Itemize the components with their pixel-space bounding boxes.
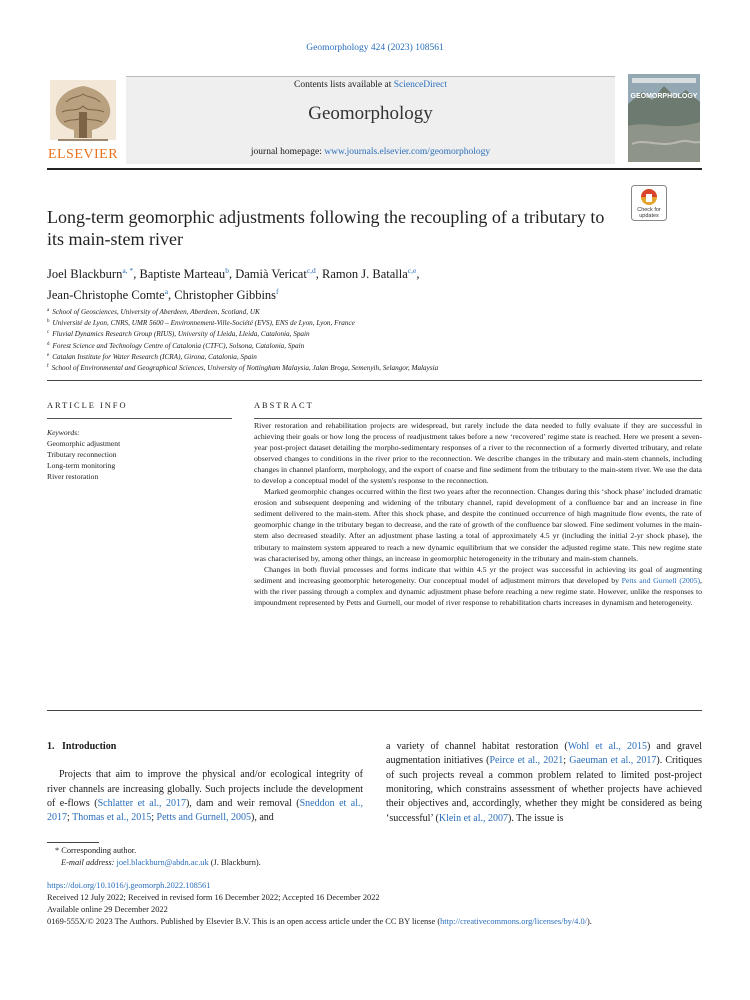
contents-line — [126, 80, 615, 90]
author-name: Jean-Christophe Comte — [47, 288, 165, 302]
author-affil-mark[interactable]: a — [164, 287, 169, 296]
body-text: ; — [151, 812, 157, 824]
author-list: Joel Blackburn$^{a, *}$, Baptiste Marteau$^b$, Damià Vericat$^{c,d}$, Ramon J. Batalla$^{c,e}$, Jean-Christophe Comte$^a$, Christopher Gibbins$^f$ — [47, 266, 420, 302]
author-name: Baptiste Marteau — [139, 267, 226, 281]
affiliation-mark: c — [47, 330, 50, 336]
section-title: Introduction — [62, 741, 117, 752]
abstract-body — [254, 420, 702, 608]
body-text: ; — [67, 812, 73, 824]
license-text: 0169-555X/© 2023 The Authors. Published by Elsevier B.V. This is an open access article under the CC BY license ( — [47, 917, 441, 926]
journal-name: Geomorphology — [308, 103, 433, 124]
author-name: Joel Blackburn — [47, 267, 123, 281]
affiliation-mark: a — [47, 308, 50, 313]
affiliation-text: Université de Lyon, CNRS, UMR 5600 – Environnement-Ville-Société (EVS), ENS de Lyon, Lyon, France — [52, 319, 355, 328]
affiliation-rule — [47, 380, 702, 381]
abstract-end-rule — [47, 710, 702, 711]
received-dates: Received 12 July 2022; Received in revised form 16 December 2022; Accepted 16 December 2022 — [47, 893, 380, 902]
email-label: E-mail address: — [61, 858, 117, 867]
author-name: Christopher Gibbins — [174, 288, 277, 302]
check-for-updates-label[interactable] — [628, 207, 670, 219]
footnote — [47, 845, 447, 869]
citation-link[interactable]: Peirce et al., 2021 — [489, 755, 564, 767]
affiliation-mark: b — [47, 319, 50, 325]
doi-link[interactable]: https://doi.org/10.1016/j.geomorph.2022.108561 — [47, 881, 211, 890]
affiliation-text: School of Environmental and Geographical Sciences, University of Nottingham Malaysia, Jalan Broga, Semenyih, Selangor, Malaysia — [51, 364, 439, 373]
citation-link[interactable]: Klein et al., 2007 — [438, 812, 509, 824]
affiliation-text: Catalan Institute for Water Research (ICRA), Girona, Catalonia, Spain — [52, 352, 257, 361]
author-affil-mark[interactable]: f — [276, 287, 279, 296]
section-heading — [47, 740, 363, 754]
abstract-rule — [254, 418, 702, 419]
abstract-paragraph: River restoration and rehabilitation projects are widespread, but rarely include the data needed to fully evaluate if they are successful in achieving their goals or how long the process of readjustment takes before a new ‘recovered’ regime state is reached. Here we present a seven-year post-project dataset detailing the morpho-sedimentary responses of a river to the reconnection of a formerly diverted tributary, and relate observed changes to conditions in the river prior to the reconnection. We describe changes in the tributary and main-stem channels, including changes in channel planform, morphology, and the export of coarse and fine sediment from the tributary to the main-stem river. We use the data to develop a conceptual model of the system's response to the reconnection. — [254, 421, 702, 486]
citation-link[interactable]: Sneddon et al., 2017 — [47, 798, 363, 824]
body-paragraph — [47, 768, 363, 825]
badge-text-1: Check for — [637, 207, 661, 213]
body-text: ), and — [250, 812, 274, 824]
author-affil-mark[interactable]: a, * — [122, 266, 134, 275]
author-affil-mark[interactable]: b — [225, 266, 229, 275]
citation-link[interactable]: Petts and Gurnell (2005) — [621, 575, 701, 585]
email-suffix: (J. Blackburn). — [208, 858, 261, 867]
body-column-right — [386, 740, 702, 826]
affiliation-text: Fluvial Dynamics Research Group (RIUS), University of Lleida, Lleida, Catalonia, Spain — [52, 330, 310, 339]
badge-text-2: updates — [639, 213, 659, 219]
abstract-text: , with the river passing through a complex and dynamic adjustment phase before reaching a new regime state. However, unlike the responses to impoundment represented by Petts and Gurnell, our model of river response to rehabilitation charts increases in dynamism and heterogeneity. — [254, 575, 702, 607]
license-text-end: ). — [586, 917, 592, 926]
author-name: Ramon J. Batalla — [322, 267, 408, 281]
body-text: ; — [563, 755, 570, 767]
footnote-rule — [47, 842, 99, 843]
author-affil-mark[interactable]: c,d — [306, 266, 316, 275]
affiliation-mark: e — [47, 352, 50, 358]
keyword-item: Long-term monitoring — [47, 461, 116, 470]
body-column-left — [47, 740, 363, 826]
section-number: 1. — [47, 741, 55, 752]
body-paragraph — [386, 740, 702, 826]
affiliation-item — [47, 317, 707, 328]
citation-link[interactable]: Schlatter et al., 2017 — [97, 798, 186, 810]
body-text: ). Critiques of such projects reveal a common problem related to limited post-project monitoring, which constrains assessment of whether projects have achieved their objectives and, accordingly, whether they might be considered as being ‘successful’ ( — [386, 755, 703, 824]
keyword-item: Geomorphic adjustment — [47, 439, 121, 448]
article-info-rule — [47, 418, 232, 419]
available-online-date: Available online 29 December 2022 — [47, 905, 168, 914]
keyword-item: River restoration — [47, 472, 99, 481]
citation-link[interactable]: Thomas et al., 2015 — [72, 812, 152, 824]
keywords-block — [47, 427, 237, 482]
affiliation-item — [47, 351, 707, 362]
affiliation-text: Forest Science and Technology Centre of Catalonia (CTFC), Solsona, Catalonia, Spain — [52, 341, 305, 350]
header-rule — [47, 168, 702, 170]
article-title: Long-term geomorphic adjustments following the recoupling of a tributary to its main-stem river — [47, 207, 605, 249]
affiliation-text: School of Geosciences, University of Aberdeen, Aberdeen, Scotland, UK — [52, 308, 260, 316]
publication-footer — [47, 880, 717, 928]
citation-link[interactable]: Wohl et al., 2015 — [567, 741, 647, 752]
corresponding-text: Corresponding author. — [61, 846, 137, 855]
homepage-prefix: journal homepage: — [250, 147, 325, 157]
cover-title: GEOMORPHOLOGY — [630, 93, 698, 100]
email-line — [47, 857, 447, 869]
body-text: ) and gravel augmentation initiatives ( — [386, 741, 702, 767]
body-text: a variety of channel habitat restoration ( — [386, 741, 568, 752]
affiliation-list — [47, 306, 707, 373]
elsevier-logo — [44, 78, 122, 162]
corresponding-note — [47, 845, 447, 857]
license-line — [47, 916, 717, 928]
journal-cover-image[interactable] — [628, 74, 700, 162]
asterisk-mark: * — [55, 846, 62, 855]
keyword-item: Tributary reconnection — [47, 450, 117, 459]
body-text: Projects that aim to improve the physical and/or ecological integrity of river channels are increasing globally. Such projects include the development of e-flows ( — [47, 769, 363, 810]
author-name: Damià Vericat — [235, 267, 307, 281]
affiliation-item — [47, 362, 707, 373]
license-link[interactable]: http://creativecommons.org/licenses/by/4.0/ — [440, 917, 587, 926]
journal-reference[interactable]: Geomorphology 424 (2023) 108561 — [306, 43, 444, 53]
email-link[interactable]: joel.blackburn@abdn.ac.uk — [116, 858, 209, 867]
journal-homepage-line — [126, 147, 615, 157]
affiliation-item — [47, 328, 707, 339]
article-info-heading: ARTICLE INFO — [47, 401, 128, 410]
abstract-paragraph — [254, 564, 702, 608]
abstract-text: Changes in both fluvial processes and forms indicate that within 4.5 yr the project was successful in achieving its goal of augmenting sediment and increasing geomorphic heterogeneity. Our conceptual model of adjustment mirrors that developed by — [254, 564, 702, 585]
body-text: ), dam and weir removal ( — [185, 798, 300, 810]
citation-link[interactable]: Gaeuman et al., 2017 — [569, 755, 657, 767]
contents-prefix: Contents lists available at — [293, 80, 394, 90]
abstract-heading: ABSTRACT — [254, 401, 314, 410]
affiliation-item — [47, 340, 707, 351]
keywords-label: Keywords: — [47, 428, 80, 437]
author-affil-mark[interactable]: c,e — [407, 266, 417, 275]
elsevier-wordmark: ELSEVIER — [47, 147, 119, 162]
affiliation-mark: d — [47, 341, 50, 347]
affiliation-item — [47, 306, 707, 317]
homepage-link[interactable]: www.journals.elsevier.com/geomorphology — [324, 147, 491, 157]
sciencedirect-link[interactable]: ScienceDirect — [393, 80, 447, 90]
abstract-paragraph: Marked geomorphic changes occurred within the first two years after the reconnection. Changes during this ‘shock phase’ included dramatic erosion and subsequent deepening and widening of the tributary channel, rapid development of a confluence bar and an increase in fine sediment delivered to the main-stem. After this shock phase, and despite the continued occurrence of high magnitude flow events, the rate of geomorphic change in the tributary began to decrease, and the rate of growth of the confluence bar slowed. Fine sediment volumes in the main-stem also decreased steadily. After an adjustment phase lasting a total of approximately 4.5 yr (including the initial 2-yr shock phase), the tributary to mainstem system appeared to reach a new dynamic equilibrium that we consider the adjusted regime state. This new regime state was characterised by, among other things, an increase in geomorphic heterogeneity in the tributary and main-stem channels. — [254, 487, 702, 563]
affiliation-mark: f — [47, 364, 49, 370]
citation-link[interactable]: Petts and Gurnell, 2005 — [156, 812, 251, 824]
body-text: ). The issue is — [508, 812, 564, 824]
